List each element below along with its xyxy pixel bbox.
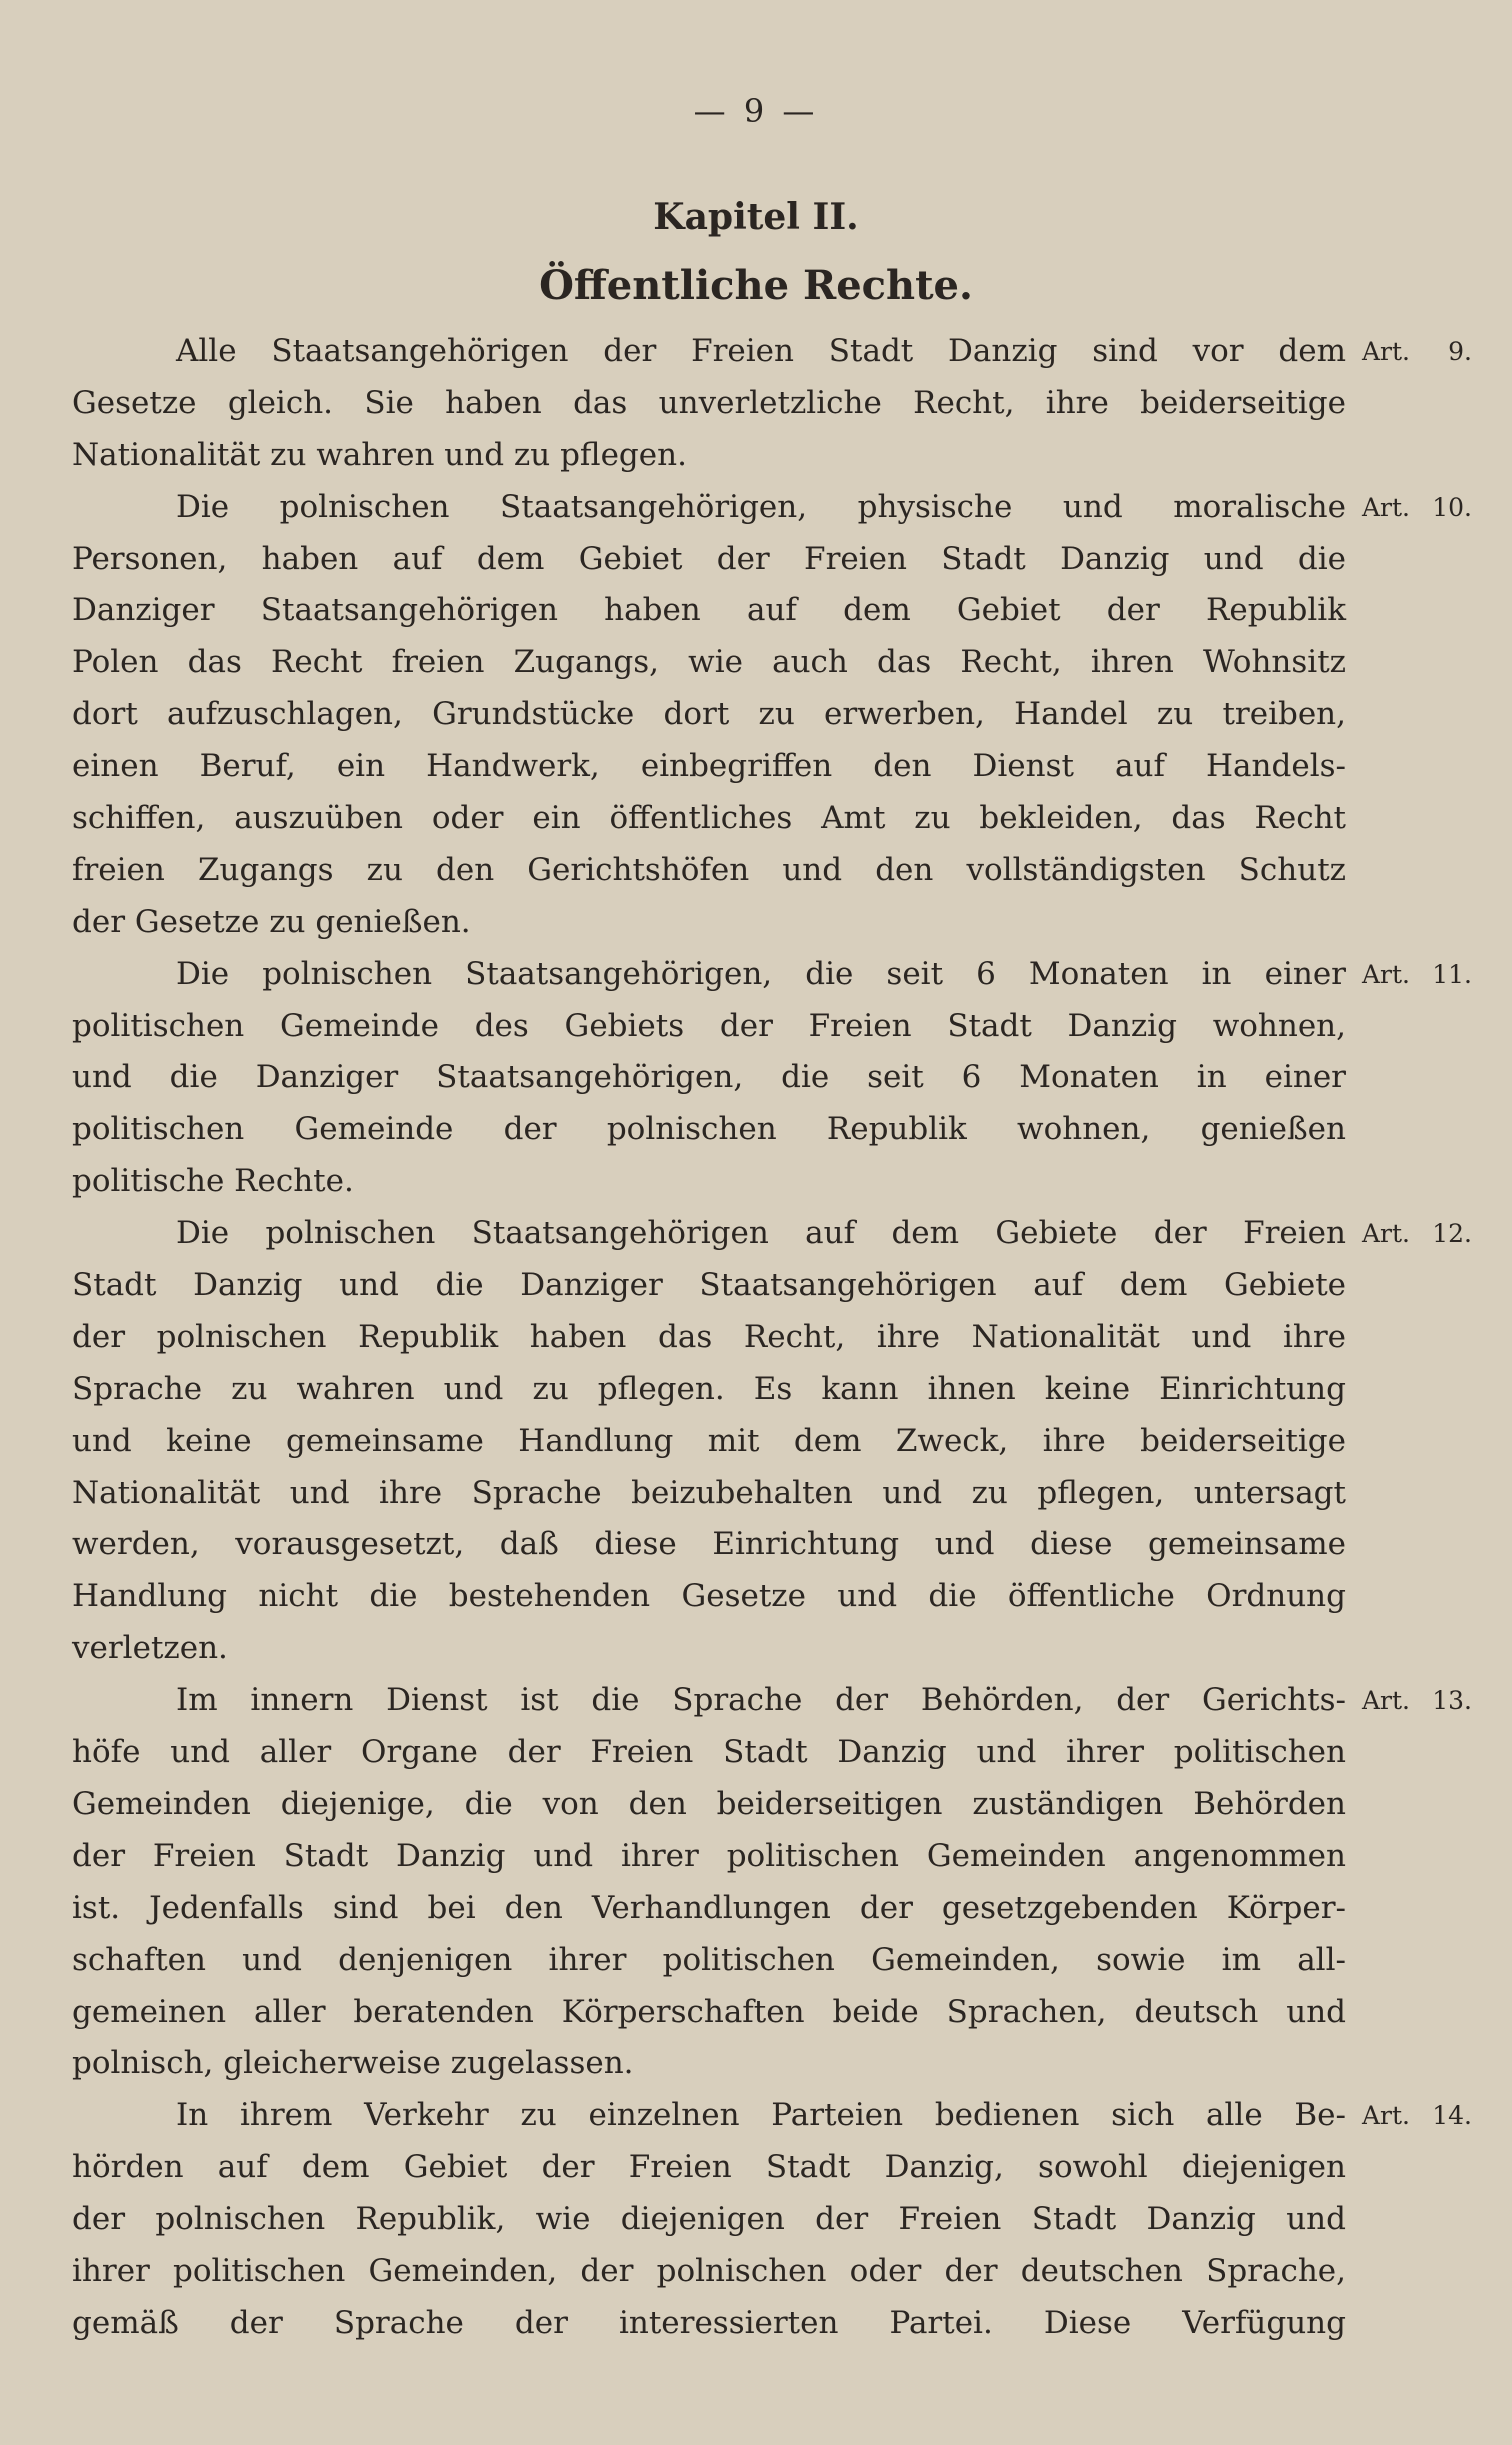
line-text: politische Rechte. bbox=[72, 1163, 354, 1200]
text-line bbox=[72, 326, 1472, 378]
line-text: schaften und denjenigen ihrer politischen Gemeinden, sowie im all- bbox=[72, 1941, 1346, 1978]
text-line bbox=[72, 1156, 1346, 1208]
line-text: hörden auf dem Gebiet der Freien Stadt Danzig, sowohl diejenigen bbox=[72, 2149, 1346, 2186]
article-margin-label: Art. 13. bbox=[1362, 1686, 1472, 1716]
text-line bbox=[72, 1208, 1472, 1260]
line-text: Gemeinden diejenige, die von den beiderseitigen zuständigen Behörden bbox=[72, 1785, 1346, 1822]
text-line bbox=[72, 2142, 1346, 2194]
line-text: Alle Staatsangehörigen der Freien Stadt Danzig sind vor dem bbox=[176, 333, 1346, 369]
page-number: — 9 — bbox=[693, 92, 819, 130]
line-text: In ihrem Verkehr zu einzelnen Parteien bedienen sich alle Be- bbox=[176, 2097, 1346, 2134]
chapter-title: Kapitel II. bbox=[653, 196, 859, 238]
line-text: der Gesetze zu genießen. bbox=[72, 903, 471, 940]
text-line bbox=[72, 585, 1346, 637]
article-paragraph bbox=[72, 949, 1472, 1208]
line-text: der Freien Stadt Danzig und ihrer politischen Gemeinden angenommen bbox=[72, 1837, 1346, 1874]
line-text: schiffen, auszuüben oder ein öffentliches Amt zu bekleiden, das Recht bbox=[72, 800, 1346, 837]
line-text: Gesetze gleich. Sie haben das unverletzliche Recht, ihre beiderseitige bbox=[72, 384, 1346, 421]
text-line bbox=[72, 1779, 1346, 1831]
line-text: höfe und aller Organe der Freien Stadt Danzig und ihrer politischen bbox=[72, 1734, 1346, 1771]
article-paragraph bbox=[72, 482, 1472, 949]
article-margin-label: Art. 10. bbox=[1362, 492, 1472, 522]
text-line bbox=[72, 1623, 1346, 1675]
text-line bbox=[72, 378, 1346, 430]
line-text: Nationalität und ihre Sprache beizubehalten und zu pflegen, untersagt bbox=[72, 1474, 1346, 1511]
line-text: gemäß der Sprache der interessierten Partei. Diese Verfügung bbox=[72, 2304, 1346, 2341]
text-line bbox=[72, 1104, 1346, 1156]
line-text: ist. Jedenfalls sind bei den Verhandlungen der gesetzgebenden Körper- bbox=[72, 1889, 1346, 1926]
text-line bbox=[72, 1883, 1346, 1935]
text-line bbox=[72, 1675, 1472, 1727]
text-line bbox=[72, 1727, 1346, 1779]
line-text: Sprache zu wahren und zu pflegen. Es kann ihnen keine Einrichtung bbox=[72, 1370, 1346, 1407]
article-margin-label: Art. 9. bbox=[1362, 337, 1472, 366]
line-text: und keine gemeinsame Handlung mit dem Zweck, ihre beiderseitige bbox=[72, 1422, 1346, 1459]
article-margin-label: Art. 11. bbox=[1362, 959, 1472, 989]
text-line bbox=[72, 741, 1346, 793]
line-text: Danziger Staatsangehörigen haben auf dem Gebiet der Republik bbox=[72, 592, 1346, 629]
article-paragraph bbox=[72, 326, 1472, 482]
line-text: Stadt Danzig und die Danziger Staatsangehörigen auf dem Gebiete bbox=[72, 1267, 1346, 1304]
document-body bbox=[72, 326, 1472, 2350]
text-line bbox=[72, 1468, 1346, 1520]
line-text: werden, vorausgesetzt, daß diese Einrichtung und diese gemeinsame bbox=[72, 1526, 1346, 1563]
line-text: Die polnischen Staatsangehörigen auf dem Gebiete der Freien bbox=[176, 1215, 1346, 1252]
line-text: Polen das Recht freien Zugangs, wie auch das Recht, ihren Wohnsitz bbox=[72, 644, 1346, 681]
text-line bbox=[72, 1519, 1346, 1571]
text-line bbox=[72, 430, 1346, 482]
line-text: Handlung nicht die bestehenden Gesetze und die öffentliche Ordnung bbox=[72, 1578, 1346, 1615]
text-line bbox=[72, 1416, 1346, 1468]
text-line bbox=[72, 689, 1346, 741]
text-line bbox=[72, 897, 1346, 949]
text-line bbox=[72, 1001, 1346, 1053]
line-text: ihrer politischen Gemeinden, der polnischen oder der deutschen Sprache, bbox=[72, 2252, 1346, 2289]
line-text: und die Danziger Staatsangehörigen, die seit 6 Monaten in einer bbox=[72, 1059, 1346, 1096]
article-margin-label: Art. 12. bbox=[1362, 1219, 1472, 1249]
text-line bbox=[72, 2298, 1346, 2350]
line-text: gemeinen aller beratenden Körperschaften beide Sprachen, deutsch und bbox=[72, 1993, 1346, 2030]
text-line bbox=[72, 2246, 1346, 2298]
text-line bbox=[72, 1052, 1346, 1104]
line-text: Die polnischen Staatsangehörigen, die seit 6 Monaten in einer bbox=[176, 955, 1346, 992]
text-line bbox=[72, 949, 1472, 1001]
text-line bbox=[72, 2090, 1472, 2142]
text-line bbox=[72, 1260, 1346, 1312]
line-text: Im innern Dienst ist die Sprache der Behörden, der Gerichts- bbox=[176, 1682, 1346, 1719]
text-line bbox=[72, 482, 1472, 534]
text-line bbox=[72, 845, 1346, 897]
line-text: dort aufzuschlagen, Grundstücke dort zu erwerben, Handel zu treiben, bbox=[72, 696, 1346, 733]
line-text: Personen, haben auf dem Gebiet der Freien Stadt Danzig und die bbox=[72, 540, 1346, 577]
article-paragraph bbox=[72, 2090, 1472, 2349]
text-line bbox=[72, 637, 1346, 689]
text-line bbox=[72, 1831, 1346, 1883]
article-paragraph bbox=[72, 1208, 1472, 1675]
article-margin-label: Art. 14. bbox=[1362, 2101, 1472, 2131]
line-text: der polnischen Republik, wie diejenigen der Freien Stadt Danzig und bbox=[72, 2201, 1346, 2238]
text-line bbox=[72, 2194, 1346, 2246]
article-paragraph bbox=[72, 1675, 1472, 2090]
text-line bbox=[72, 2038, 1346, 2090]
line-text: polnisch, gleicherweise zugelassen. bbox=[72, 2045, 634, 2082]
text-line bbox=[72, 1571, 1346, 1623]
text-line bbox=[72, 1312, 1346, 1364]
line-text: Die polnischen Staatsangehörigen, physische und moralische bbox=[176, 488, 1346, 525]
line-text: politischen Gemeinde der polnischen Republik wohnen, genießen bbox=[72, 1111, 1346, 1148]
text-line bbox=[72, 534, 1346, 586]
text-line bbox=[72, 1935, 1346, 1987]
text-line bbox=[72, 793, 1346, 845]
line-text: politischen Gemeinde des Gebiets der Freien Stadt Danzig wohnen, bbox=[72, 1007, 1346, 1044]
line-text: einen Beruf, ein Handwerk, einbegriffen den Dienst auf Handels- bbox=[72, 748, 1346, 785]
text-line bbox=[72, 1364, 1346, 1416]
line-text: freien Zugangs zu den Gerichtshöfen und den vollständigsten Schutz bbox=[72, 851, 1346, 888]
line-text: verletzen. bbox=[72, 1630, 228, 1667]
text-line bbox=[72, 1987, 1346, 2039]
line-text: der polnischen Republik haben das Recht, ihre Nationalität und ihre bbox=[72, 1318, 1346, 1355]
line-text: Nationalität zu wahren und zu pflegen. bbox=[72, 436, 687, 473]
section-heading: Öffentliche Rechte. bbox=[539, 262, 973, 309]
